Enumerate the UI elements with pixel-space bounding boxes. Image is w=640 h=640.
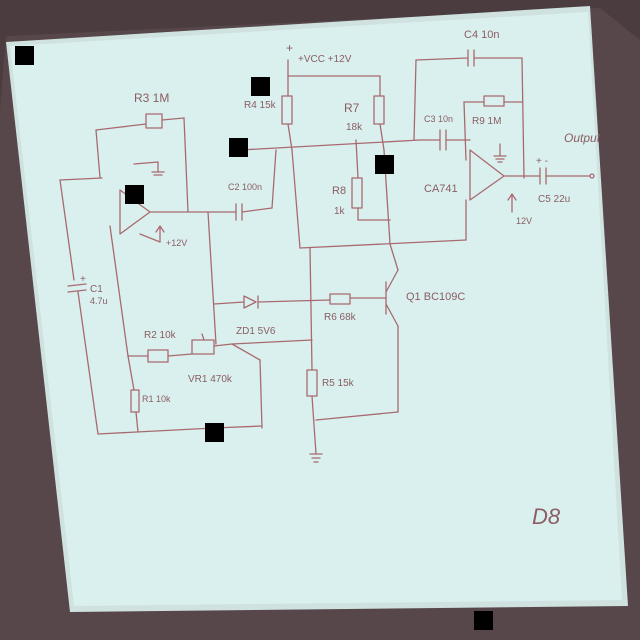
- c3-label: C3 10n: [424, 114, 454, 124]
- opamp2-label: CA741: [424, 183, 458, 195]
- c2-label: C2 100n: [228, 182, 263, 192]
- opamp2-supply: 12V: [516, 216, 533, 226]
- c1-label: C1: [90, 284, 103, 295]
- redaction-block-7: [474, 611, 493, 630]
- r3-label: R3 1M: [134, 91, 170, 105]
- c5-label: C5 22u: [538, 194, 571, 205]
- sheet-id: D8: [532, 504, 561, 529]
- redaction-block-5: [125, 185, 144, 204]
- output-polarity: + -: [536, 156, 548, 167]
- r9-label: R9 1M: [472, 116, 502, 127]
- c1-plus: +: [80, 274, 86, 285]
- r5-label: R5 15k: [322, 378, 354, 389]
- vcc-plus-symbol: +: [286, 41, 294, 55]
- r8-label: R8: [332, 185, 347, 197]
- r4-label: R4 15k: [244, 100, 276, 111]
- redaction-block-4: [375, 155, 394, 174]
- output-label: Output: [564, 131, 601, 145]
- paper-sheet-inner: [10, 12, 622, 606]
- r6-label: R6 68k: [324, 312, 356, 323]
- r8-value: 1k: [334, 206, 345, 217]
- c4-label: C4 10n: [464, 29, 500, 41]
- opamp1-supply: +12V: [166, 238, 188, 248]
- vr1-label: VR1 470k: [188, 374, 232, 385]
- redaction-block-2: [251, 77, 270, 96]
- r7-value: 18k: [346, 122, 363, 133]
- vcc-label: +VCC +12V: [298, 54, 352, 65]
- redaction-block-6: [205, 423, 224, 442]
- r7-label: R7: [344, 101, 360, 115]
- r1-label: R1 10k: [142, 394, 171, 404]
- redaction-block-1: [15, 46, 34, 65]
- zd1-label: ZD1 5V6: [236, 326, 276, 337]
- r2-label: R2 10k: [144, 330, 176, 341]
- redaction-block-3: [229, 138, 248, 157]
- q1-label: Q1 BC109C: [406, 291, 466, 303]
- c1-value: 4.7u: [90, 296, 108, 306]
